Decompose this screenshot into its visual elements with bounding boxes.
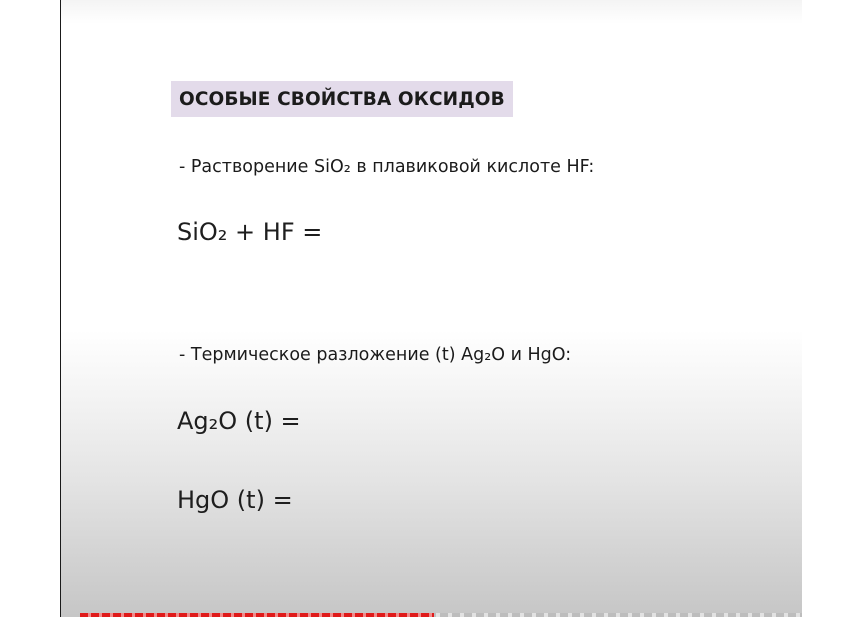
equation-hgo: HgO (t) = [177,486,293,514]
slide [60,0,802,617]
slide-title: ОСОБЫЕ СВОЙСТВА ОКСИДОВ [179,88,505,110]
section2-description: - Термическое разложение (t) Ag₂O и HgO: [179,345,572,365]
equation-sio2-hf: SiO₂ + HF = [177,218,323,246]
title-highlight [171,81,513,117]
section1-description: - Растворение SiO₂ в плавиковой кислоте HF: [179,157,595,177]
equation-ag2o: Ag₂O (t) = [177,407,301,435]
video-progress-fill[interactable] [80,613,434,617]
